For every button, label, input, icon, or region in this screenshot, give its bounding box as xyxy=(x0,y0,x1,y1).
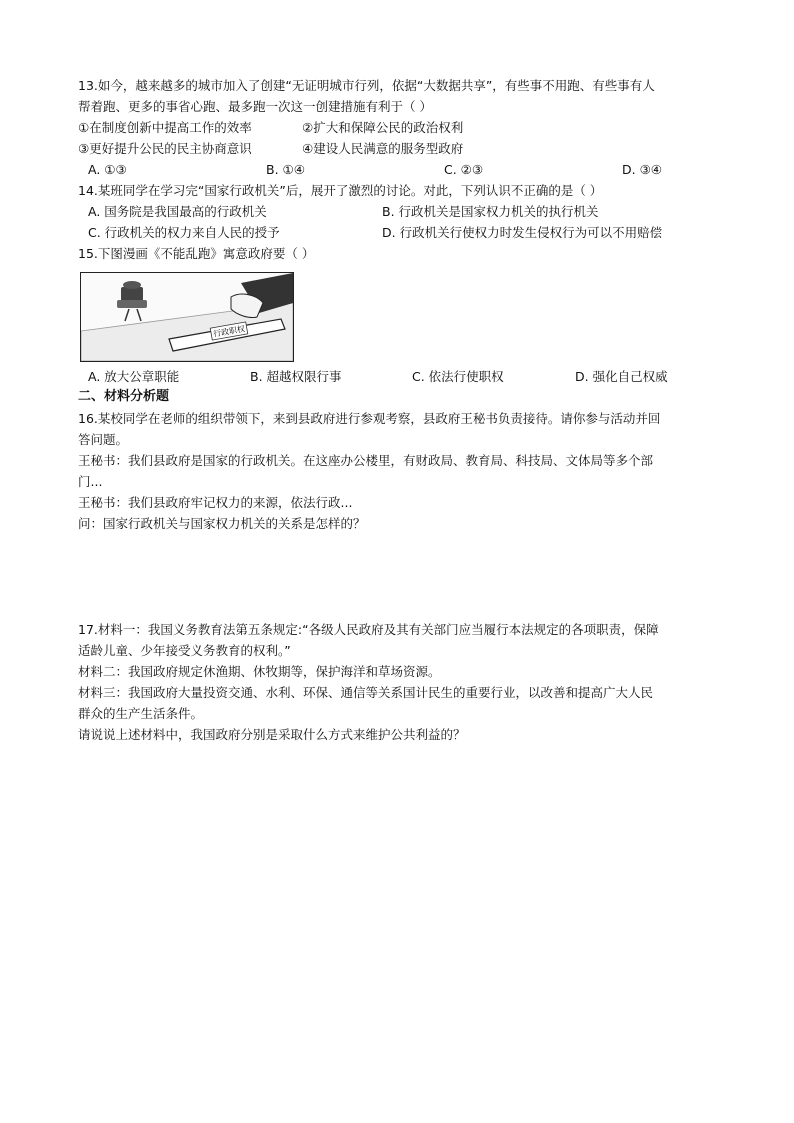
q13-statement-2: ②扩大和保障公民的政治权利 xyxy=(302,120,464,135)
q17-line-3: 材料二：我国政府规定休渔期、休牧期等，保护海洋和草场资源。 xyxy=(78,664,441,679)
q14-option-c[interactable]: C. 行政机关的权力来自人民的授予 xyxy=(88,225,280,240)
q16-line-5: 王秘书：我们县政府牢记权力的来源，依法行政... xyxy=(78,495,353,510)
q13-stem-line-1: 13.如今，越来越多的城市加入了创建“无证明城市行列，依据“大数据共享”，有些事不用跑、有些事有人 xyxy=(78,78,655,93)
q14-stem: 14.某班同学在学习完“国家行政机关”后，展开了激烈的讨论。对此，下列认识不正确的是（ ） xyxy=(78,183,603,198)
stamp-icon xyxy=(117,281,147,321)
q16-line-3: 王秘书：我们县政府是国家的行政机关。在这座办公楼里，有财政局、教育局、科技局、文体局等多个部 xyxy=(78,453,654,468)
q17-line-5: 群众的生产生活条件。 xyxy=(78,706,204,721)
q13-statement-4: ④建设人民满意的服务型政府 xyxy=(302,141,464,156)
q13-option-c[interactable]: C. ②③ xyxy=(444,162,484,177)
q13-stem-line-2: 帮着跑、更多的事省心跑、最多跑一次这一创建措施有利于（ ） xyxy=(78,99,432,114)
q17-question: 请说说上述材料中，我国政府分别是采取什么方式来维护公共利益的？ xyxy=(78,727,466,742)
q14-option-d[interactable]: D. 行政机关行使权力时发生侵权行为可以不用赔偿 xyxy=(382,225,663,240)
q16-line-4: 门... xyxy=(78,474,103,489)
q13-statement-3: ③更好提升公民的民主协商意识 xyxy=(78,141,252,156)
section-2-title: 二、材料分析题 xyxy=(78,389,170,404)
q14-option-a[interactable]: A. 国务院是我国最高的行政机关 xyxy=(88,204,267,219)
q13-option-d[interactable]: D. ③④ xyxy=(622,162,662,177)
q16-line-2: 答问题。 xyxy=(78,432,129,447)
q13-option-a[interactable]: A. ①③ xyxy=(88,162,127,177)
q15-option-b[interactable]: B. 超越权限行事 xyxy=(250,369,342,384)
q13-option-b[interactable]: B. ①④ xyxy=(266,162,305,177)
q13-statement-1: ①在制度创新中提高工作的效率 xyxy=(78,120,252,135)
q17-line-2: 适龄儿童、少年接受义务教育的权利。” xyxy=(78,643,291,658)
q15-stem: 15.下图漫画《不能乱跑》寓意政府要（ ） xyxy=(78,246,315,261)
q17-line-1: 17.材料一：我国义务教育法第五条规定:“各级人民政府及其有关部门应当履行本法规定的各项职责，保障 xyxy=(78,622,659,637)
cartoon-illustration xyxy=(81,273,293,361)
cartoon-image xyxy=(80,272,294,362)
q15-option-a[interactable]: A. 放大公章职能 xyxy=(88,369,180,384)
q16-question: 问：国家行政机关与国家权力机关的关系是怎样的？ xyxy=(78,516,366,531)
q14-option-b[interactable]: B. 行政机关是国家权力机关的执行机关 xyxy=(382,204,599,219)
q16-line-1: 16.某校同学在老师的组织带领下，来到县政府进行参观考察，县政府王秘书负责接待。请你参与活动并回 xyxy=(78,411,661,426)
q15-option-d[interactable]: D. 强化自己权威 xyxy=(575,369,668,384)
cartoon-label: 行政职权 xyxy=(212,324,246,339)
q15-option-c[interactable]: C. 依法行使职权 xyxy=(412,369,504,384)
q17-line-4: 材料三：我国政府大量投资交通、水利、环保、通信等关系国计民生的重要行业，以改善和提高广大人民 xyxy=(78,685,654,700)
